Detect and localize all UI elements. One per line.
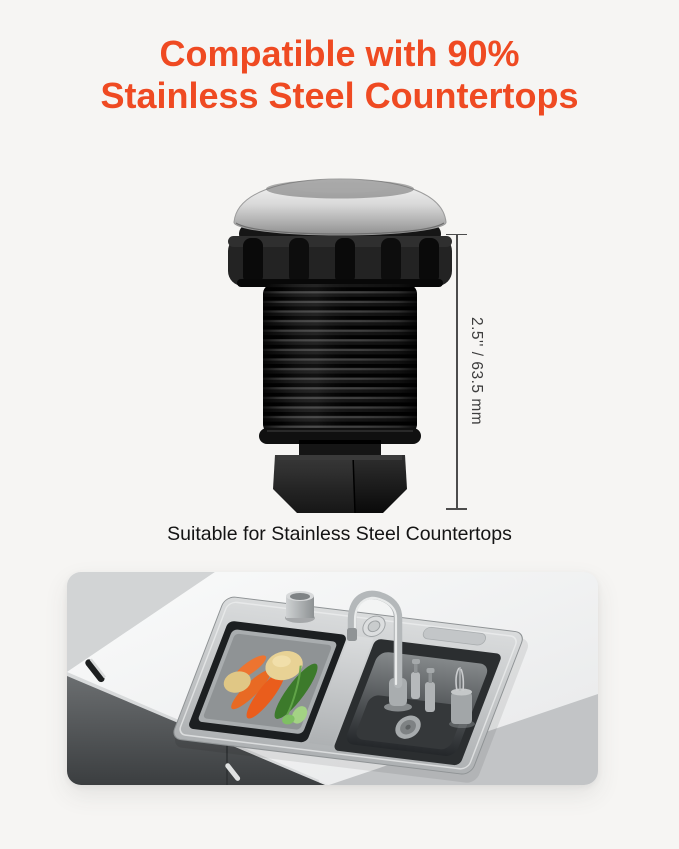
headline-line-1: Compatible with 90% (159, 33, 520, 74)
caption: Suitable for Stainless Steel Countertops (167, 523, 512, 545)
air-switch-illustration (215, 172, 465, 517)
hex-nut (273, 440, 407, 513)
kitchen-scene (67, 572, 598, 785)
locking-nut (228, 236, 452, 287)
faucet-spout (347, 628, 357, 641)
stainless-cap (234, 179, 446, 235)
dimension-line (456, 234, 458, 509)
metal-cup (285, 591, 315, 623)
kitchen-sink-photo (67, 572, 598, 785)
threaded-body (259, 284, 421, 444)
air-switch-product-image (215, 172, 465, 517)
headline-line-2: Stainless Steel Countertops (100, 75, 579, 116)
dimension-label: 2.5'' / 63.5 mm (468, 317, 485, 426)
headline (0, 33, 679, 117)
